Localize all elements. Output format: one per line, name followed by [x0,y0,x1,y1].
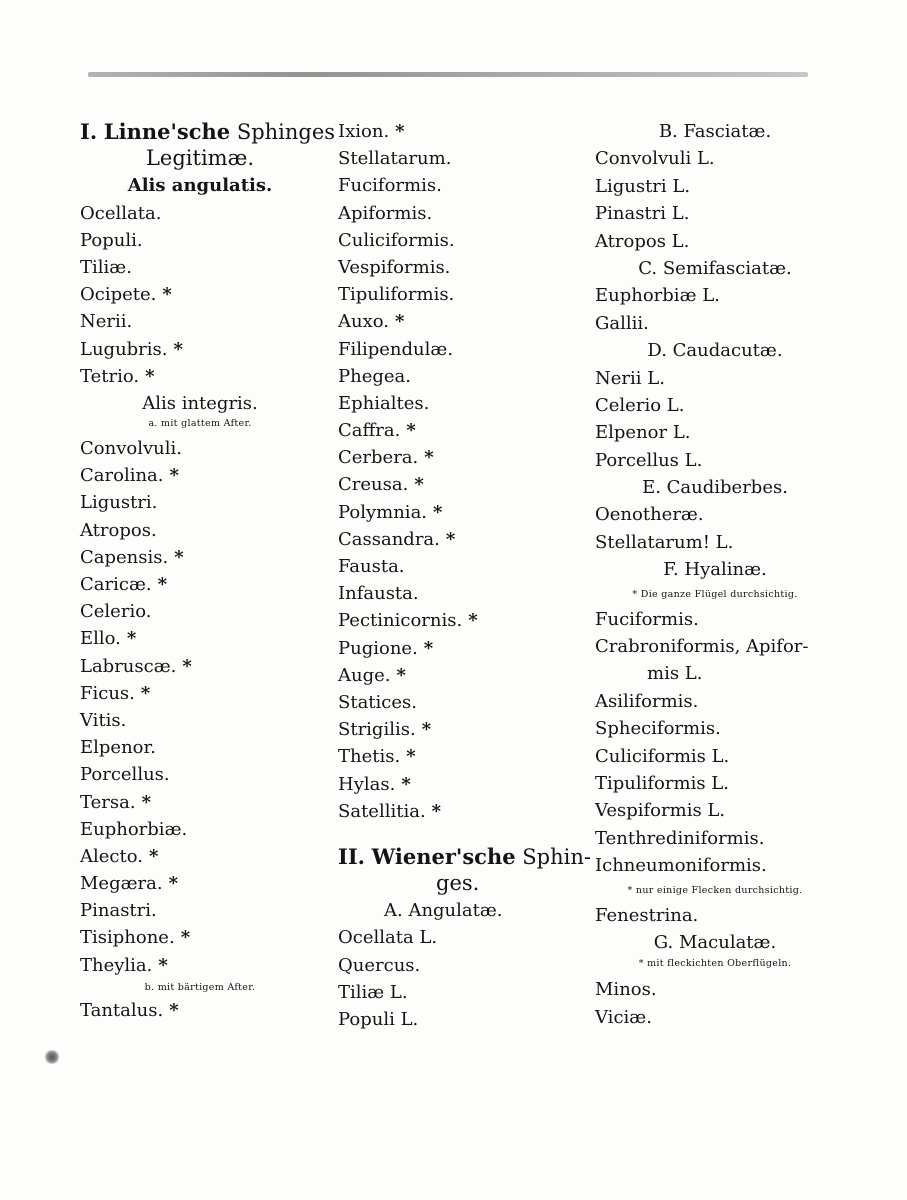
species-name: Culiciformis. [338,229,455,251]
species-name: Ligustri. [80,492,158,514]
species-name: Carolina. [80,465,164,487]
species-entry [80,571,320,598]
species-entry [80,734,320,761]
species-entry [338,227,588,254]
exotic-marker-asterisk: * [148,845,159,867]
species-name: Tetrio. [80,365,140,387]
exotic-marker-asterisk: * [396,664,406,686]
exotic-marker-asterisk: * [401,773,411,795]
species-name: Infausta. [338,583,419,605]
subheading-fasciatae: B. Fasciatæ. [658,121,772,142]
species-entry: Convolvuli L. [595,148,715,170]
species-name: Pinastri. [80,900,157,922]
exotic-marker-asterisk: * [174,546,184,568]
species-entry [80,489,320,516]
species-entry: Viciæ. [595,1006,652,1028]
species-entry [338,118,588,145]
species-name: Pectinicornis. [338,610,463,632]
exotic-marker-asterisk: * [424,447,434,469]
species-name: Populi L. [338,1009,419,1030]
species-name: Ficus. [80,682,135,704]
species-name: Fuciformis. [338,175,442,197]
exotic-marker-asterisk: * [141,791,151,813]
exotic-marker-asterisk: * [180,927,191,949]
heading-numeral: I. [80,119,98,144]
species-name: Alecto. [80,845,143,867]
species-entry [338,308,588,335]
species-name: Lugubris. [80,338,168,360]
species-name: Tisiphone. [80,927,175,949]
note-glattem-after: a. mit glattem After. [148,418,252,430]
column-2 [338,118,591,1033]
species-name: Caricæ. [80,574,152,595]
heading-gothic: Linne'sche [103,119,231,144]
exotic-marker-asterisk: * [182,655,192,677]
species-entry [80,897,320,924]
species-name: Tiliæ. [80,256,132,278]
section-heading-line2: ges. [436,871,480,896]
species-entry [338,580,588,607]
species-entry [80,707,320,734]
column-3 [595,118,835,1031]
species-name: Creusa. [338,474,409,496]
exotic-marker-asterisk: * [162,284,172,306]
exotic-marker-asterisk: * [395,121,405,142]
species-name: Porcellus. [80,764,170,786]
species-entry: Fuciformis. [595,608,699,630]
species-entry [338,689,588,716]
species-name: Strigilis. [338,719,416,741]
species-entry [80,843,320,870]
exotic-marker-asterisk: * [445,528,456,550]
species-name: Atropos. [80,519,157,541]
species-name: Ocipete. [80,284,157,306]
species-name: Euphorbiæ. [80,818,188,840]
species-entry: Culiciformis L. [595,745,730,767]
species-name: Ello. [80,628,121,650]
species-entry [338,390,588,417]
exotic-marker-asterisk: * [173,338,183,360]
species-entry: Celerio L. [595,394,685,416]
species-entry: Spheciformis. [595,718,721,740]
species-entry [80,816,320,843]
species-entry: Minos. [595,979,657,1001]
subheading-alis-integris: Alis integris. [142,392,258,414]
species-entry [80,281,320,308]
exotic-marker-asterisk: * [126,628,137,650]
species-name: Megæra. [80,873,163,895]
exotic-marker-asterisk: * [433,501,443,523]
species-entry [338,417,588,444]
note-fleckichten: * mit fleckichten Oberflügeln. [638,958,792,970]
species-entry [80,952,320,979]
species-entry: Porcellus L. [595,449,703,471]
species-entry [80,462,320,489]
species-entry [80,517,320,544]
note-einige-flecken: * nur einige Flecken durchsichtig. [627,884,803,896]
subheading-angulatae: A. Angulatæ. [384,900,503,922]
heading-rest: Sphinges [236,120,336,144]
section-heading-wiener [338,843,591,870]
species-entry: Nerii L. [595,367,665,389]
exotic-marker-asterisk: * [414,474,424,496]
species-entry [80,254,320,281]
species-entry [80,336,320,363]
species-entry [80,598,320,625]
exotic-marker-asterisk: * [158,954,168,976]
species-name: Phegea. [338,365,411,387]
species-name: Convolvuli. [80,438,182,460]
species-entry [80,308,320,335]
species-entry: Asiliformis. [595,690,699,712]
exotic-marker-asterisk: * [145,365,155,387]
species-name: Auxo. [338,311,389,333]
species-entry: Tenthrediniformis. [595,827,765,849]
species-entry: Pinastri L. [595,203,690,225]
exotic-marker-asterisk: * [423,637,434,659]
species-entry: Euphorbiæ L. [595,285,720,307]
heading-gothic: Wiener'sche [371,843,516,869]
exotic-marker-asterisk: * [140,682,151,704]
exotic-marker-asterisk: * [406,746,416,768]
species-entry [338,1006,588,1033]
species-name: Ephialtes. [338,392,430,414]
species-name: Thetis. [338,746,401,768]
section-heading-linnean [80,118,336,145]
species-entry [338,254,588,281]
species-name: Populi. [80,229,143,251]
exotic-marker-asterisk: * [168,873,179,895]
species-entry [338,363,588,390]
species-entry [338,771,588,798]
species-name: Satellitia. [338,800,426,822]
subheading-caudiberbes: E. Caudiberbes. [642,477,788,499]
species-entry [80,227,320,254]
exotic-marker-asterisk: * [468,610,478,632]
exotic-marker-asterisk: * [169,999,179,1021]
species-name: Vespiformis. [338,256,451,278]
species-entry: Elpenor L. [595,422,691,444]
species-entry [338,924,588,951]
species-entry [338,635,588,662]
species-entry [338,444,588,471]
species-entry: Ichneumoniformis. [595,855,767,877]
species-name: Caffra. [338,420,401,442]
species-entry [338,172,588,199]
exotic-marker-asterisk: * [157,574,168,595]
subheading-alis-angulatis: Alis angulatis. [127,175,273,197]
species-name: Fausta. [338,556,405,577]
ink-blot [44,1050,60,1064]
subheading-maculatae: G. Maculatæ. [653,931,777,953]
heading-rest: Sphin- [522,844,591,869]
species-entry [338,743,588,770]
species-entry: Atropos L. [595,230,690,252]
species-entry: Gallii. [595,312,649,334]
species-entry [338,979,588,1006]
species-name: Tipuliformis. [338,284,455,306]
note-baertigem-after: b. mit bärtigem After. [144,981,256,993]
species-name: Cerbera. [338,447,419,469]
species-name: Stellatarum. [338,148,452,170]
species-entry [80,544,320,571]
species-entry [338,145,588,172]
exotic-marker-asterisk: * [431,800,442,822]
column-1 [80,118,336,1024]
species-entry [338,499,588,526]
subheading-semifasciatae: C. Semifasciatæ. [638,257,792,279]
species-name: Statices. [338,691,417,713]
species-entry [80,363,320,390]
species-entry [338,662,588,689]
species-name: Elpenor. [80,737,156,759]
species-entry [338,336,588,363]
species-name: Capensis. [80,546,169,568]
species-entry [338,471,588,498]
species-entry: Fenestrina. [595,904,699,926]
species-name: Filipendulæ. [338,338,454,360]
species-entry: mis L. [647,663,703,685]
species-entry: Tipuliformis L. [595,772,729,794]
species-name: Auge. [338,664,391,686]
species-name: Pugione. [338,637,418,659]
subheading-caudacutae: D. Caudacutæ. [647,340,783,362]
species-entry: Stellatarum! L. [595,531,734,553]
species-entry [80,761,320,788]
species-entry [338,716,588,743]
species-name: Cassandra. [338,528,440,550]
species-name: Tersa. [80,791,136,813]
exotic-marker-asterisk: * [395,311,405,333]
species-name: Apiformis. [338,202,433,224]
species-entry [338,200,588,227]
species-entry [80,789,320,816]
species-entry [80,435,320,462]
species-entry [80,997,320,1024]
species-entry: Ligustri L. [595,175,691,197]
species-name: Celerio. [80,601,152,623]
exotic-marker-asterisk: * [406,420,416,442]
species-entry: Crabroniformis, Apifor- [595,636,809,658]
species-name: Tiliæ L. [338,981,408,1003]
exotic-marker-asterisk: * [169,465,179,487]
species-entry [80,625,320,652]
species-name: Vitis. [80,709,127,731]
species-name: Labruscæ. [80,655,177,677]
note-ganze-fluegel: * Die ganze Flügel durchsichtig. [632,588,798,600]
species-name: Ixion. [338,121,390,142]
species-entry [338,281,588,308]
species-name: Ocellata. [80,202,162,224]
species-entry [80,870,320,897]
species-entry: Vespiformis L. [595,800,726,822]
species-name: Theylia. [80,954,153,976]
species-entry [80,200,320,227]
species-entry: Oenotheræ. [595,504,704,526]
subheading-hyalinae: F. Hyalinæ. [663,559,767,581]
species-name: Tantalus. [80,999,164,1021]
header-rule [88,72,808,77]
species-name: Quercus. [338,954,421,976]
species-name: Nerii. [80,311,133,333]
species-name: Polymnia. [338,501,428,523]
species-name: Hylas. [338,773,396,795]
section-heading-line2: Legitimæ. [145,146,254,171]
species-entry [80,680,320,707]
species-entry [338,607,588,634]
species-entry [338,526,588,553]
exotic-marker-asterisk: * [421,719,432,741]
species-name: Ocellata L. [338,927,438,949]
species-entry [338,798,588,825]
species-entry [338,952,588,979]
species-entry [80,653,320,680]
heading-numeral: II. [338,843,365,869]
species-entry [80,924,320,951]
species-entry [338,553,588,580]
